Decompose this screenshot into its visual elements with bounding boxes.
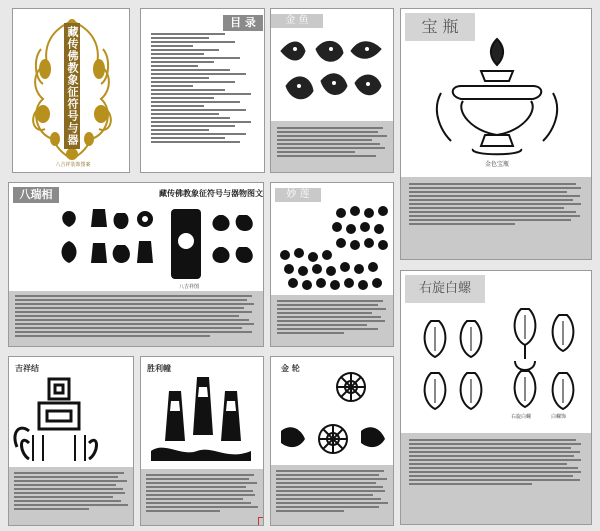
banner-text-band [141,469,264,526]
lotus-illustrations [271,201,394,293]
eight-title: 八瑞相 [13,187,59,203]
toc-heading: 目 录 [223,15,263,31]
conch-caption-b: 白螺饰 [551,414,567,420]
eight-symbols-illustrations [9,201,264,289]
knot-illustrations [9,373,134,463]
conch-illustrations [401,301,592,431]
conch-text-band [401,433,592,525]
wheel-illustrations [271,367,394,459]
treasure-vase-page [400,8,592,260]
eight-symbols-page [8,182,264,347]
golden-wheel-page [270,356,394,526]
toc-text-block [151,33,256,145]
golden-fish-page [270,8,394,173]
vase-title: 宝 瓶 [405,13,475,41]
lotus-title: 妙 莲 [275,188,321,202]
conch-title: 右旋白螺 [405,275,485,303]
knot-title: 吉祥结 [15,364,39,373]
wheel-text-band [271,465,394,526]
fish-title: 金 鱼 [271,14,323,28]
banner-title: 胜利幢 [147,364,171,373]
wheel-title: 金 轮 [281,364,300,373]
vase-text-band [401,177,592,260]
lotus-page [270,182,394,347]
page-number-box [258,517,264,526]
cover-title: 藏传佛教象征符号与器物图 [64,23,80,149]
banner-illustrations [141,371,264,469]
fish-illustrations [271,31,394,121]
cover-subtitle: 八吉祥装饰图案 [55,162,91,168]
conch-caption-a: 右旋白螺 [511,414,532,420]
endless-knot-page [8,356,134,526]
eight-caption: 八吉祥图 [179,284,200,290]
fish-text-band [271,121,394,173]
knot-text-band [9,467,134,526]
vase-caption: 金色宝瓶 [485,161,510,168]
right-conch-page [400,270,592,525]
cover-page [12,8,130,173]
victory-banner-page [140,356,264,526]
lotus-text-band [271,295,394,347]
eight-text-band [9,291,264,347]
toc-page [140,8,265,173]
vase-illustration [401,31,592,171]
eight-subtitle: 藏传佛教象征符号与器物图文 [159,189,263,198]
